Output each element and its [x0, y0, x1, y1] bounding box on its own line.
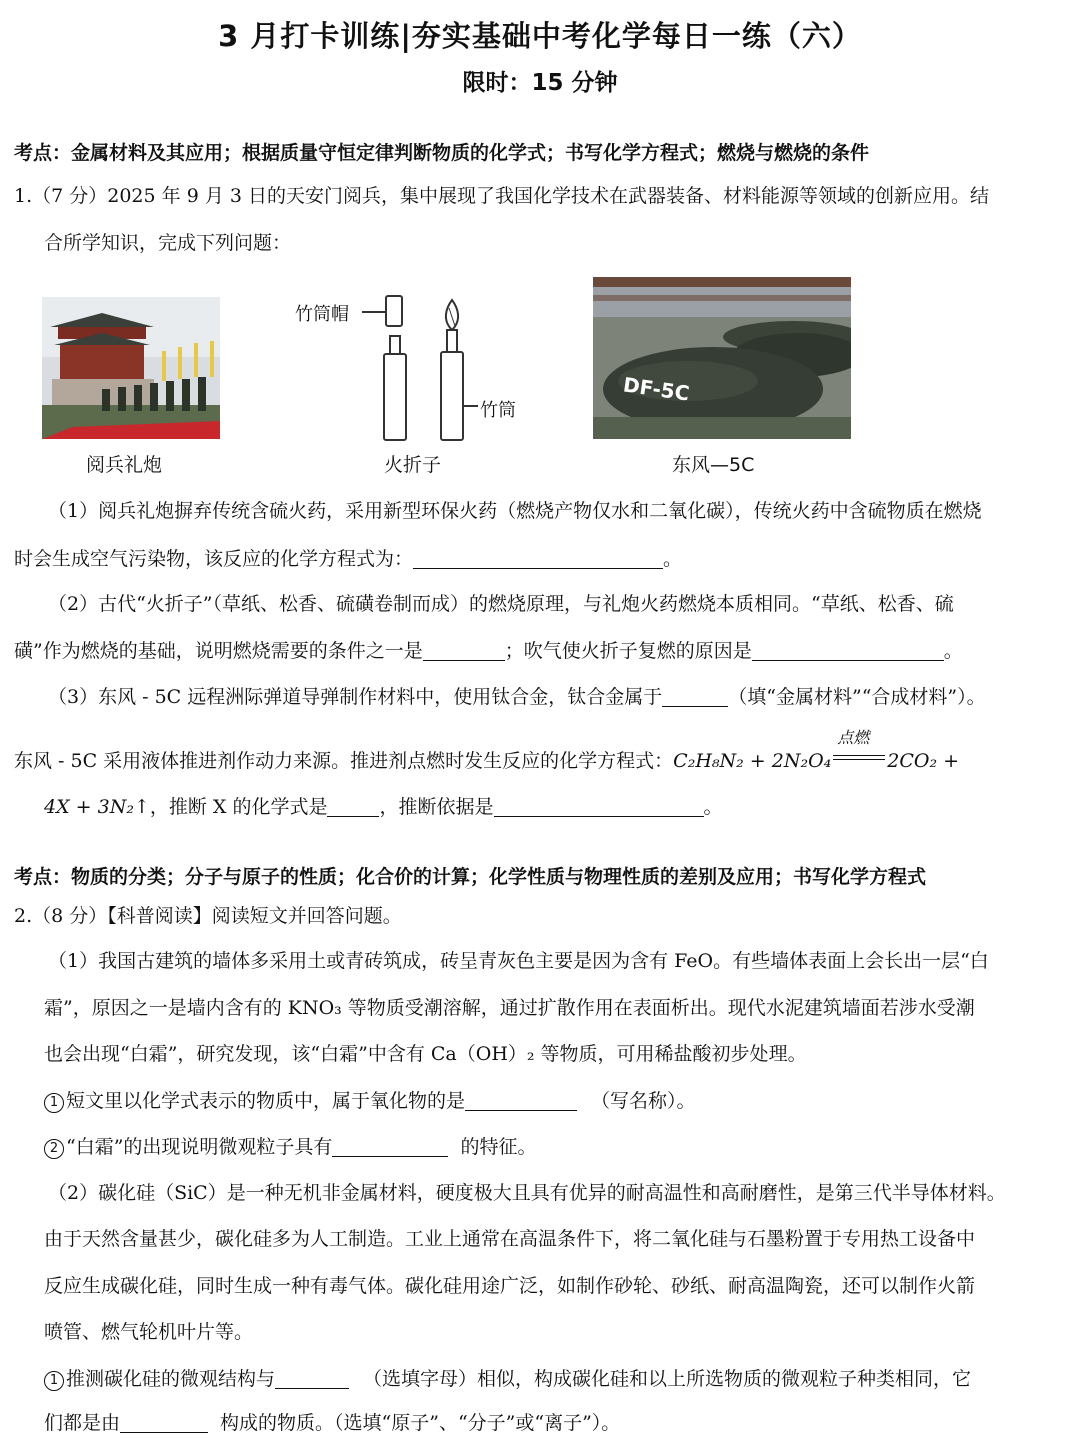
q1-intro-line2: 合所学知识，完成下列问题： — [44, 232, 292, 254]
p1-line2 — [14, 546, 682, 572]
p2-line2-end: 。 — [943, 640, 963, 662]
caption-fire-starter: 火折子 — [384, 454, 442, 476]
answer-blank-p1[interactable] — [413, 548, 663, 569]
equation-equals — [833, 755, 885, 760]
p3-line2-text: 东风 - 5C 采用液体推进剂作动力来源。推进剂点燃时发生反应的化学方程式： — [14, 750, 674, 772]
t1-line1 — [44, 1366, 971, 1392]
p1-line1: （1）阅兵礼炮摒弃传统含硫火药，采用新型环保火药（燃烧产物仅水和二氧化碳），传统火药中含硫物质在燃烧 — [48, 500, 982, 522]
salute-cannon-image — [42, 297, 220, 439]
p3-line1-text2: （填“金属材料”“合成材料”）。 — [728, 686, 986, 708]
p2-line2-text2: ；吹气使火折子复燃的原因是 — [504, 640, 752, 662]
label-bamboo-tube: 竹筒 — [480, 400, 516, 421]
p1-line2-text: 时会生成空气污染物，该反应的化学方程式为： — [14, 548, 414, 570]
r1-line2: 霜”，原因之一是墙内含有的 KNO₃ 等物质受潮溶解，通过扩散作用在表面析出。现代水泥建筑墙面若涉水受潮 — [44, 997, 975, 1019]
circled-number-2: 2 — [44, 1139, 64, 1159]
s1-text: 短文里以化学式表示的物质中，属于氧化物的是 — [66, 1090, 466, 1112]
answer-blank-s1[interactable] — [465, 1090, 577, 1111]
r2-line1: （2）碳化硅（SiC）是一种无机非金属材料，硬度极大且具有优异的耐高温性和高耐磨性，是第三代半导体材料。 — [48, 1182, 1006, 1204]
equation-continued: 4X + 3N₂ — [44, 796, 134, 818]
r2-line3: 反应生成碳化硅，同时生成一种有毒气体。碳化硅用途广泛，如制作砂轮、砂纸、耐高温陶瓷，还可以制作火箭 — [44, 1275, 976, 1297]
answer-blank-p3b[interactable] — [327, 796, 379, 817]
condition-label: 点燃 — [837, 728, 870, 747]
p1-line2-end: 。 — [663, 548, 683, 570]
p2-line2 — [14, 638, 963, 664]
kaodian-1: 考点：金属材料及其应用；根据质量守恒定律判断物质的化学式；书写化学方程式；燃烧与燃烧的条件 — [14, 142, 870, 164]
r1-line1: （1）我国古建筑的墙体多采用土或青砖筑成，砖呈青灰色主要是因为含有 FeO。有些墙体表面上会长出一层“白 — [48, 950, 989, 972]
answer-blank-p3c[interactable] — [494, 796, 704, 817]
label-bamboo-cap: 竹筒帽 — [295, 304, 349, 325]
caption-df5c: 东风—5C — [672, 454, 755, 476]
t1-text2: （选填字母）相似，构成碳化硅和以上所选物质的微观粒子种类相同，它 — [363, 1368, 972, 1390]
answer-blank-s2[interactable] — [332, 1136, 448, 1157]
answer-blank-t1a[interactable] — [275, 1368, 349, 1389]
p3-line3-text2: ，推断依据是 — [379, 796, 494, 818]
p2-line1: （2）古代“火折子”（草纸、松香、硫磺卷制而成）的燃烧原理，与礼炮火药燃烧本质相同。“草纸、松香、硫 — [48, 593, 954, 615]
p3-line2 — [14, 728, 960, 774]
p3-line3 — [44, 794, 723, 820]
circled-number-1: 1 — [44, 1093, 64, 1113]
p3-line3-text: ，推断 X 的化学式是 — [149, 796, 328, 818]
answer-blank-t1b[interactable] — [120, 1412, 208, 1433]
kaodian-2: 考点：物质的分类；分子与原子的性质；化合价的计算；化学性质与物理性质的差别及应用；书写化学方程式 — [14, 866, 927, 888]
time-limit: 限时：15 分钟 — [462, 70, 618, 96]
r2-line4: 喷管、燃气轮机叶片等。 — [44, 1321, 254, 1343]
s1-line — [44, 1088, 696, 1114]
p3-line1-text: （3）东风 - 5C 远程洲际弹道导弹制作材料中，使用钛合金，钛合金属于 — [48, 686, 663, 708]
s2-line — [44, 1134, 536, 1160]
missile-marking: DF-5C — [621, 372, 691, 406]
t1-line2-text2: 构成的物质。（选填“原子”、“分子”或“离子”）。 — [220, 1412, 621, 1434]
s2-text2: 的特征。 — [460, 1136, 537, 1158]
answer-blank-p2a[interactable] — [423, 640, 505, 661]
equation-condition — [831, 728, 887, 769]
p3-line3-end: 。 — [703, 796, 723, 818]
equation-left: C₂H₈N₂ + 2N₂O₄ — [673, 750, 832, 772]
q1-intro-line1: 1.（7 分）2025 年 9 月 3 日的天安门阅兵，集中展现了我国化学技术在武器装备、材料能源等领域的创新应用。结 — [14, 185, 989, 207]
caption-salute-cannon: 阅兵礼炮 — [86, 454, 163, 476]
t1-line2 — [44, 1410, 620, 1436]
df5c-missile-image — [593, 277, 851, 439]
r2-line2: 由于天然含量甚少，碳化硅多为人工制造。工业上通常在高温条件下，将二氧化硅与石墨粉置于专用热工设备中 — [44, 1228, 976, 1250]
gas-arrow: ↑ — [133, 796, 150, 818]
q2-intro: 2.（8 分）【科普阅读】阅读短文并回答问题。 — [14, 905, 402, 927]
answer-blank-p2b[interactable] — [752, 640, 944, 661]
r1-line3: 也会出现“白霜”，研究发现，该“白霜”中含有 Ca（OH）₂ 等物质，可用稀盐酸初步处理。 — [44, 1043, 807, 1065]
s1-text2: （写名称）。 — [591, 1090, 696, 1112]
p2-line2-text: 磺”作为燃烧的基础，说明燃烧需要的条件之一是 — [14, 640, 423, 662]
t1-text: 推测碳化硅的微观结构与 — [66, 1368, 276, 1390]
s2-text: “白霜”的出现说明微观粒子具有 — [66, 1136, 333, 1158]
p3-line1 — [48, 684, 986, 710]
circled-number-1b: 1 — [44, 1371, 64, 1391]
t1-line2-text: 们都是由 — [44, 1412, 121, 1434]
page-title: 3 月打卡训练|夯实基础中考化学每日一练（六） — [218, 19, 862, 53]
equation-right: 2CO₂ + — [887, 750, 960, 772]
answer-blank-p3a[interactable] — [662, 686, 728, 707]
